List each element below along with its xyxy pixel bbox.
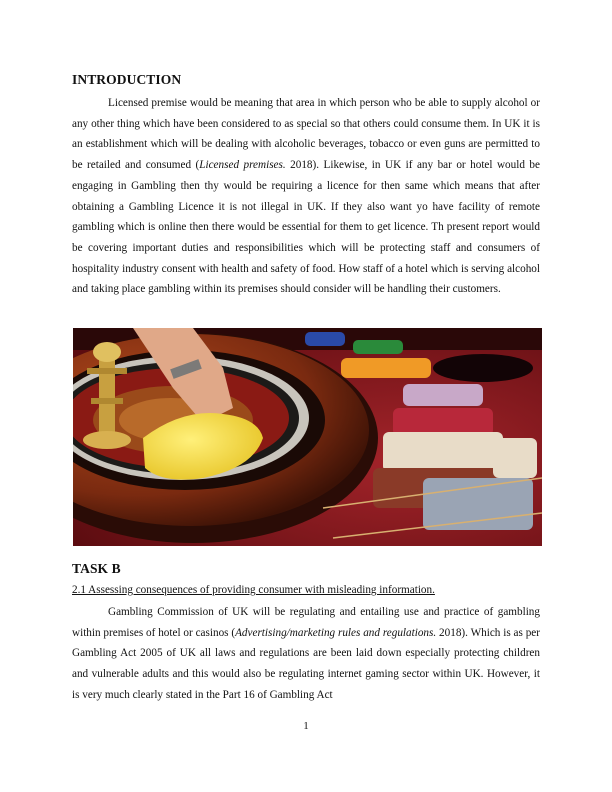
introduction-heading: INTRODUCTION bbox=[72, 72, 182, 87]
casino-roulette-photo bbox=[73, 328, 542, 546]
section-2-1-subheading: 2.1 Assessing consequences of providing consumer with misleading information. bbox=[72, 584, 435, 596]
task-b-paragraph: Gambling Commission of UK will be regulating and entailing use and practice of gambling within premises of hotel or casinos (Advertising/marketing rules and regulations. 2018). Which is as per Gambling Act 2005 of UK all laws and regulations are been laid down especially protecting children and vulnerable adults and this would also be regulating internet gaming sector within UK. However, it is very much clearly stated in the Part 16 of Gambling Act bbox=[72, 606, 540, 701]
task-b-heading: TASK B bbox=[72, 561, 121, 576]
roulette-chips-image bbox=[73, 328, 542, 546]
page-number: 1 bbox=[303, 720, 309, 732]
introduction-paragraph: Licensed premise would be meaning that area in which person who be able to supply alcohol or any other thing which have been considered to as special so that others could consume them. In UK it is an establishment which will be dealing with alcoholic beverages, tobacco or even guns are permitted to be retailed and consumed (Licensed premises. 2018). Likewise, in UK if any bar or hotel would be engaging in Gambling then thy would be requiring a licence for then same which means that after obtaining a Gambling Licence it is not illegal in UK. If they also want yo have facility of remote gambling which is online then there would be essential for them to get licence. Th present report would be covering important duties and responsibilities which will be protecting staff and consumers of hospitality industry consent with health and safety of food. How staff of a hotel which is serving alcohol and taking place gambling within its premises should consider will be handling their customers. bbox=[72, 97, 540, 296]
